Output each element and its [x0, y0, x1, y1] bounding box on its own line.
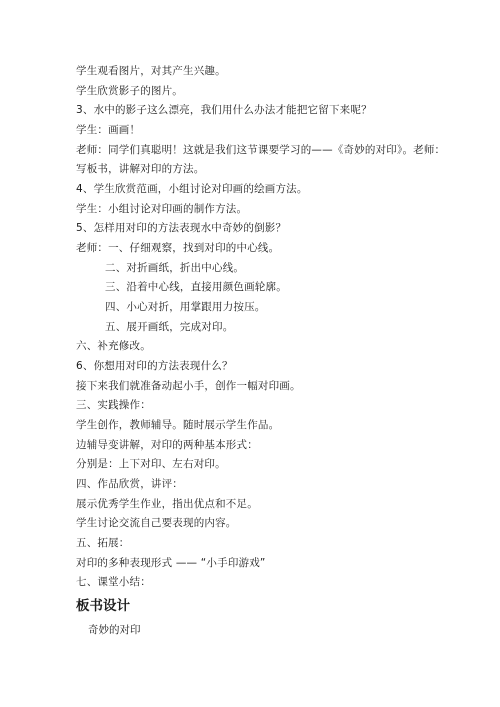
text-line-23: 展示优秀学生作业，指出优点和不足。 — [76, 498, 258, 510]
text-line-7: 4、学生欣赏范画，小组讨论对印画的绘画方法。 — [76, 183, 308, 195]
text-line-5: 老师：同学们真聪明！这就是我们这节课要学习的——《奇妙的对印》。老师： — [76, 144, 446, 156]
text-line-25: 五、拓展： — [76, 537, 130, 549]
text-line-26: 对印的多种表现形式 —— “小手印游戏” — [76, 557, 266, 569]
text-line-17: 接下来我们就准备动起小手，创作一幅对印画。 — [76, 380, 301, 392]
board-content-title: 奇妙的对印 — [88, 624, 141, 636]
text-line-21: 分别是：上下对印、左右对印。 — [76, 458, 226, 470]
text-line-8: 学生：小组讨论对印画的制作方法。 — [76, 203, 248, 215]
text-line-20: 边辅导变讲解，对印的两种基本形式： — [76, 439, 258, 451]
text-line-4: 学生：画画！ — [76, 124, 141, 136]
text-line-11: 二、对折画纸，折出中心线。 — [105, 262, 245, 274]
text-line-22: 四、作品欣赏，讲评： — [76, 478, 183, 490]
text-line-12: 三、沿着中心线，直接用颜色画轮廓。 — [105, 281, 287, 293]
text-line-1: 学生观看图片，对其产生兴趣。 — [76, 65, 226, 77]
text-line-18: 三、实践操作： — [76, 399, 151, 411]
text-line-19: 学生创作，教师辅导。随时展示学生作品。 — [76, 419, 280, 431]
text-line-9: 5、怎样用对印的方法表现水中奇妙的倒影？ — [76, 222, 287, 234]
text-line-3: 3、水中的影子这么漂亮，我们用什么办法才能把它留下来呢？ — [76, 104, 372, 116]
text-line-14: 五、展开画纸，完成对印。 — [105, 321, 234, 333]
text-line-13: 四、小心对折，用掌跟用力按压。 — [105, 301, 266, 313]
text-line-27: 七、课堂小结： — [76, 576, 151, 588]
text-line-6: 写板书，讲解对印的方法。 — [76, 163, 205, 175]
text-line-24: 学生讨论交流自己要表现的内容。 — [76, 517, 237, 529]
text-line-10: 老师：一、仔细观察，找到对印的中心线。 — [76, 242, 280, 254]
text-line-2: 学生欣赏影子的图片。 — [76, 85, 183, 97]
board-design-heading: 板书设计 — [76, 598, 130, 614]
text-line-16: 6、你想用对印的方法表现什么？ — [76, 360, 233, 372]
text-line-15: 六、补充修改。 — [76, 340, 151, 352]
